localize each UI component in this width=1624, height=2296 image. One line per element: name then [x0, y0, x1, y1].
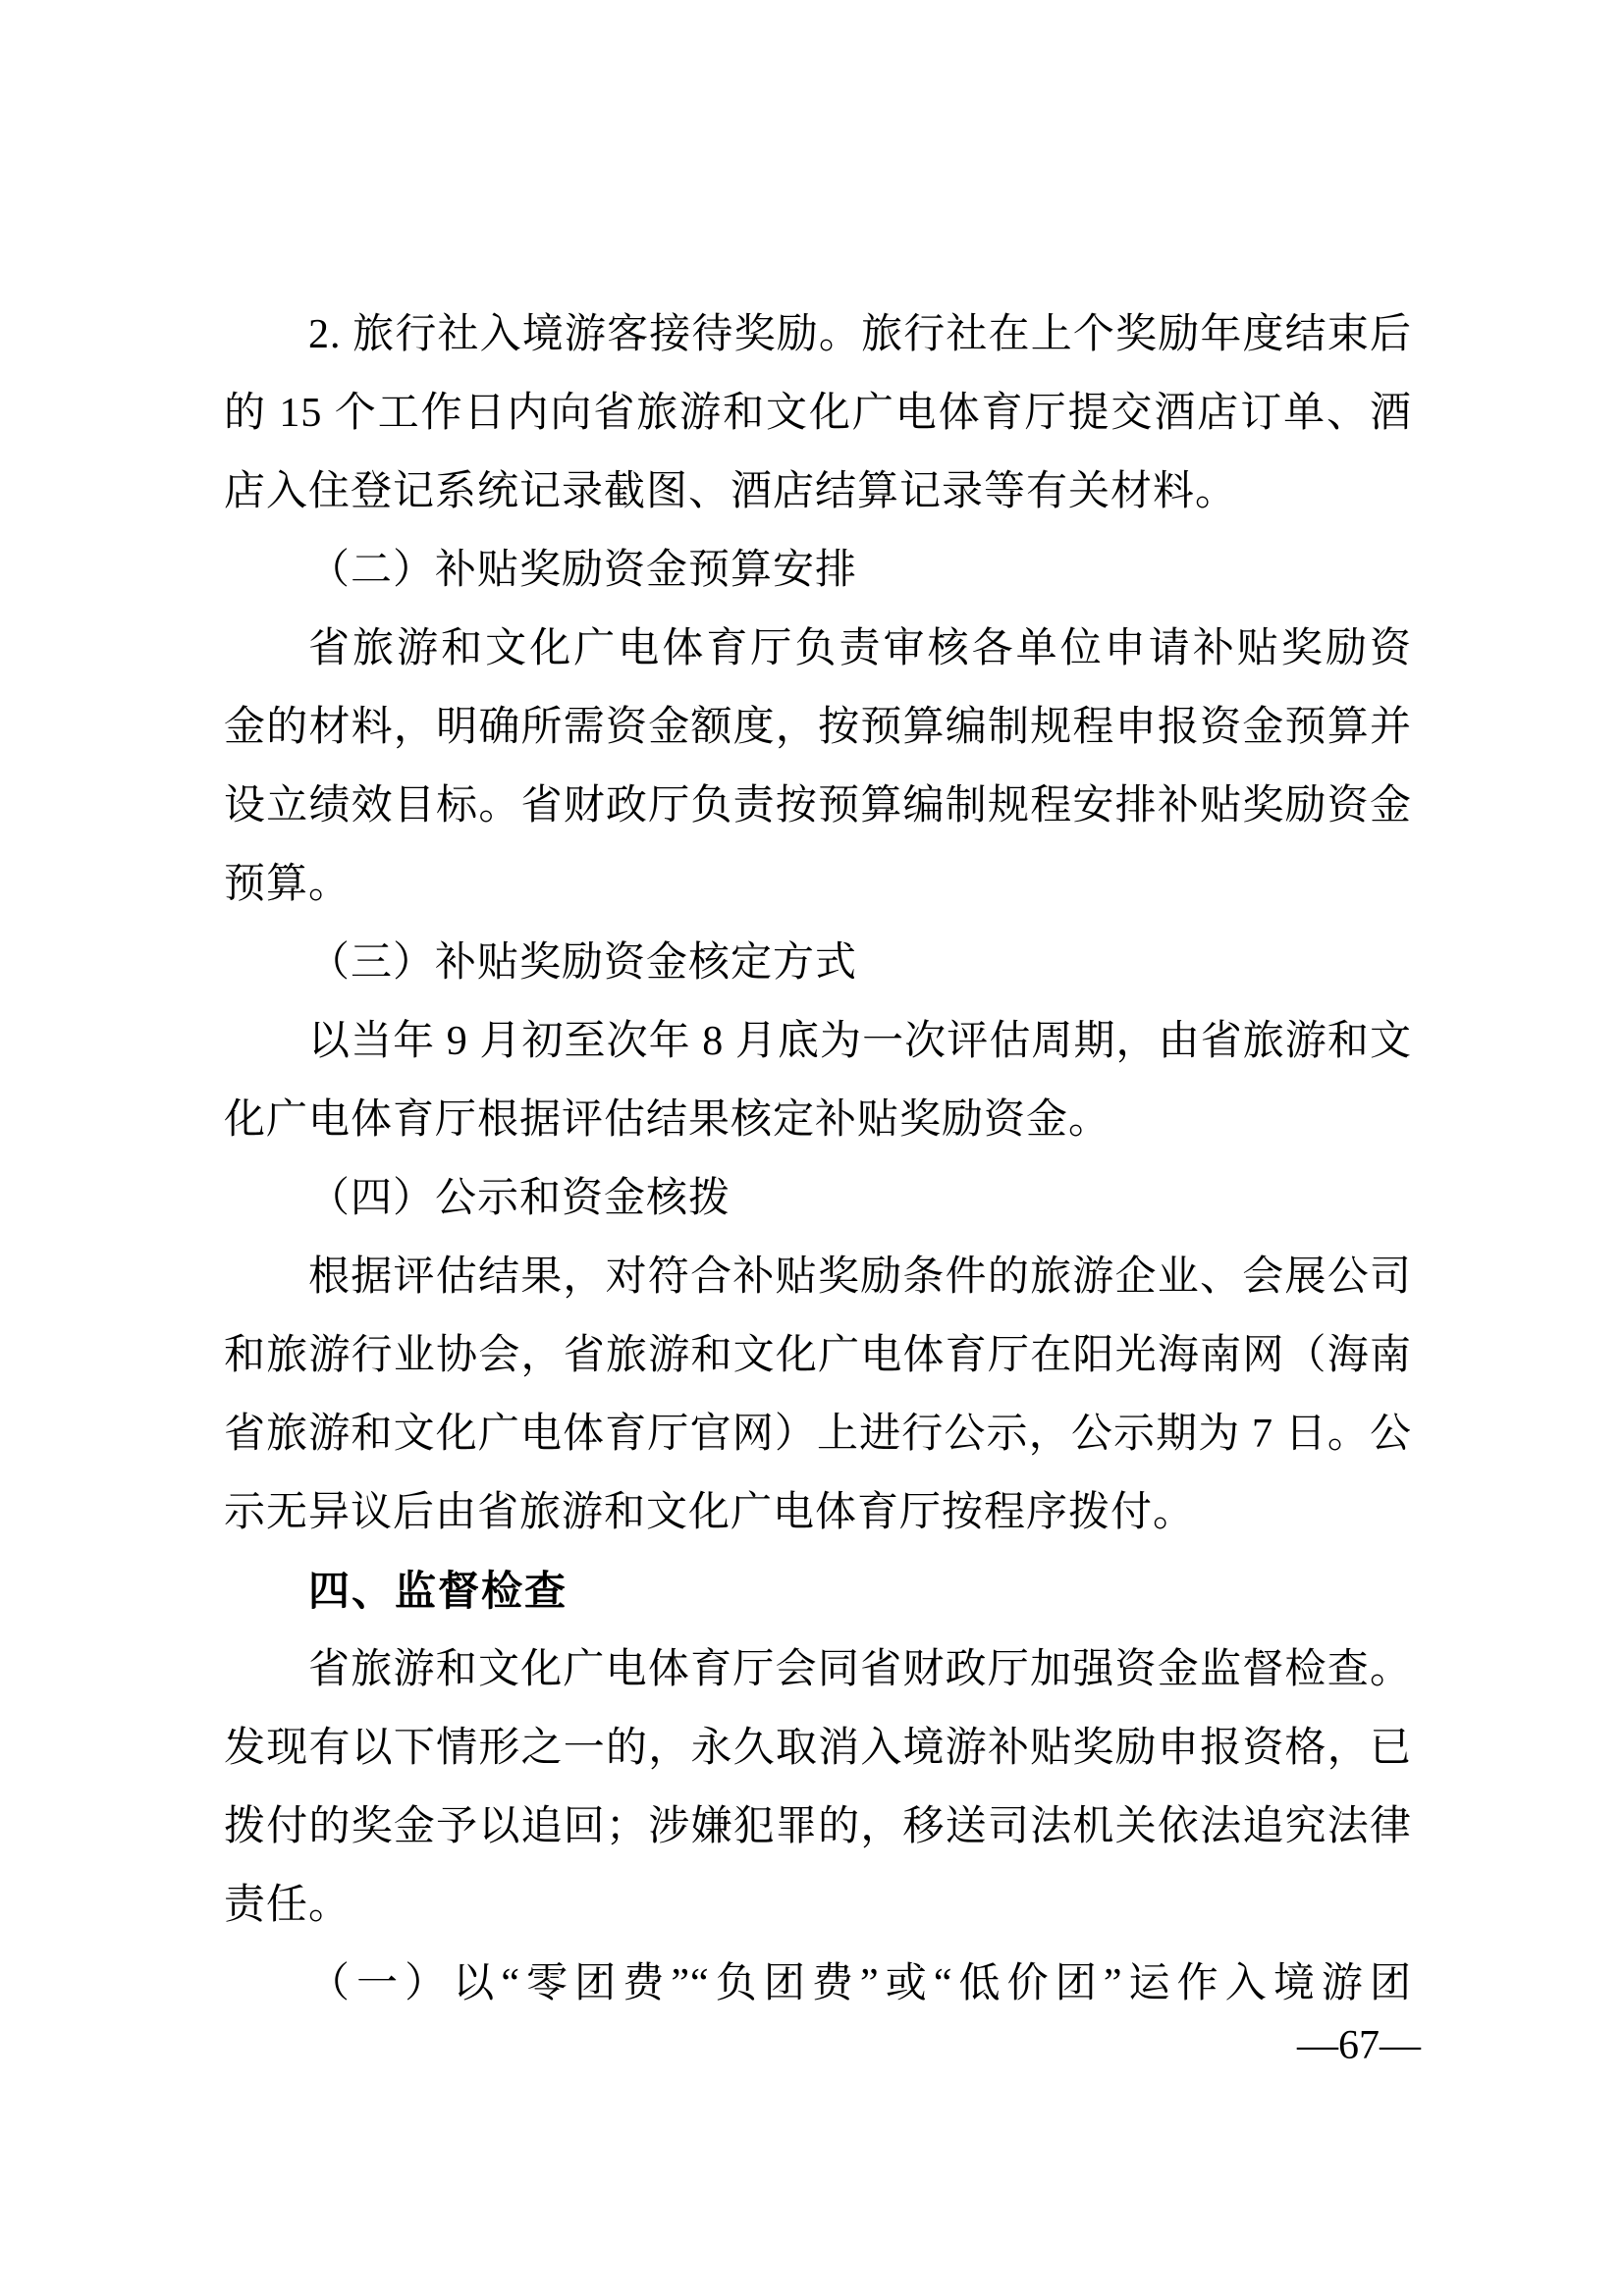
text-line: 发现有以下情形之一的，永久取消入境游补贴奖励申报资格，已: [224, 1726, 1412, 1771]
text-line: 设立绩效目标。省财政厅负责按预算编制规程安排补贴奖励资金: [224, 783, 1412, 828]
text-line: （一）以“零团费”“负团费”或“低价团”运作入境游团: [308, 1961, 1412, 2006]
text-line: 店入住登记系统记录截图、酒店结算记录等有关材料。: [224, 469, 1238, 514]
text-line: 化广电体育厅根据评估结果核定补贴奖励资金。: [224, 1097, 1111, 1143]
text-line: 省旅游和文化广电体育厅官网）上进行公示，公示期为 7 日。公: [224, 1412, 1412, 1457]
text-line: （四）公示和资金核拨: [308, 1176, 731, 1221]
text-line: 的 15 个工作日内向省旅游和文化广电体育厅提交酒店订单、酒: [224, 391, 1412, 436]
text-line: 责任。: [224, 1883, 352, 1928]
text-line: 和旅游行业协会，省旅游和文化广电体育厅在阳光海南网（海南: [224, 1333, 1412, 1378]
document-body: [224, 295, 1412, 2023]
text-line: 以当年 9 月初至次年 8 月底为一次评估周期，由省旅游和文: [308, 1019, 1412, 1064]
text-line: 省旅游和文化广电体育厅负责审核各单位申请补贴奖励资: [308, 626, 1412, 671]
text-line: 拨付的奖金予以追回；涉嫌犯罪的，移送司法机关依法追究法律: [224, 1804, 1412, 1849]
text-line: 预算。: [224, 862, 352, 907]
text-line: 省旅游和文化广电体育厅会同省财政厅加强资金监督检查。: [308, 1647, 1412, 1692]
text-line: （二）补贴奖励资金预算安排: [308, 548, 858, 593]
text-line: 示无异议后由省旅游和文化广电体育厅按程序拨付。: [224, 1490, 1196, 1535]
page-number: —67—: [1297, 2023, 1421, 2068]
text-line: 根据评估结果，对符合补贴奖励条件的旅游企业、会展公司: [308, 1255, 1412, 1300]
text-line: 2. 旅行社入境游客接待奖励。旅行社在上个奖励年度结束后: [308, 312, 1412, 357]
text-line: 金的材料，明确所需资金额度，按预算编制规程申报资金预算并: [224, 705, 1412, 750]
text-line: （三）补贴奖励资金核定方式: [308, 940, 858, 986]
section-heading-line: 四、监督检查: [308, 1568, 568, 1614]
